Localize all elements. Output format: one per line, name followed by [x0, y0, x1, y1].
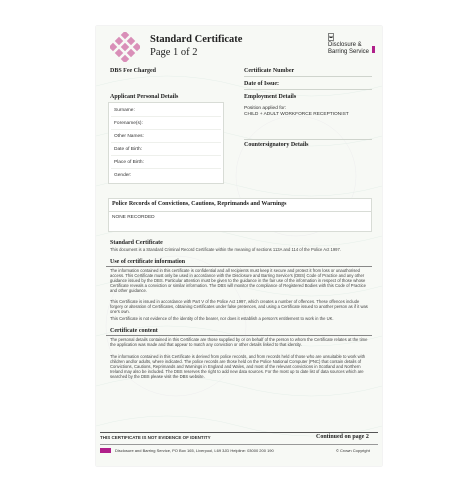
- security-pattern-background: [96, 26, 382, 466]
- use-heading: Use of certificate information: [110, 259, 186, 265]
- field-gender: Gender:: [114, 173, 132, 178]
- footer-copyright: © Crown Copyright: [336, 448, 370, 453]
- police-records-heading: Police Records of Convictions, Cautions, Reprimands and Warnings: [112, 201, 287, 207]
- field-date-of-birth: Date of Birth:: [114, 147, 142, 152]
- crown-icon: [328, 33, 334, 41]
- use-paragraph-2: This Certificate is issued in accordance with Part V of the Police Act 1997, which creates a number of offences. These offences include forgery or alteration of Certificates, obtaining Certificates under false pretences, and using a Certificate issued to another person as if it was one's own.: [110, 299, 368, 315]
- certificate-title: Standard Certificate: [150, 34, 243, 45]
- police-records-value: NONE RECORDED: [112, 215, 155, 220]
- date-of-issue-label: Date of Issue:: [244, 81, 279, 87]
- applicant-heading: Applicant Personal Details: [110, 94, 179, 100]
- use-paragraph-1: The information contained in this certificate is confidential and all recipients must keep it secure and protect it from loss or unauthorised access. This Certificate must only be used in accordance with the Disclosure and Barring Service's (DBS) Code of Practice and any other guidance issued by the DBS. Particular attention must be given to the guidance in the fair use of the information in respect of those whose Certificate reveals a conviction or similar information. The DBS will monitor the compliance of Registered Bodies with this Code of Practice and other guidance.: [110, 268, 366, 294]
- applicant-details-box: [108, 102, 224, 184]
- countersignatory-heading: Countersignatory Details: [244, 142, 309, 148]
- content-heading: Certificate content: [110, 328, 158, 334]
- standard-certificate-heading: Standard Certificate: [110, 240, 163, 246]
- issuer-name: Disclosure & Barring Service: [328, 42, 370, 55]
- page-indicator: Page 1 of 2: [150, 47, 198, 58]
- fee-label: DBS Fee Charged: [110, 68, 156, 74]
- field-place-of-birth: Place of Birth:: [114, 160, 144, 165]
- content-paragraph-2: The information contained in this Certificate is derived from police records, and from records held of those who are unsuitable to work with children and/or adults, where indicated. The police records are those held on the Police National Computer (PNC) that contain details of Convictions, Cautions, Reprimands and Warnings in England and Wales, and most of the relevant convictions in Scotland and Northern Ireland may also be included. The DBS reserves the right to add new data sources. For the most up to date list of data sources which are searched by the DBS please visit the DBS website.: [110, 354, 366, 380]
- field-other-names: Other Names:: [114, 134, 144, 139]
- security-diamond-logo-icon: [110, 32, 140, 62]
- position-label: Position applied for:: [244, 106, 287, 111]
- certificate-page: [96, 26, 382, 466]
- not-evidence-notice: THIS CERTIFICATE IS NOT EVIDENCE OF IDENTITY: [100, 435, 211, 440]
- dbs-footer-logo-icon: [100, 448, 111, 453]
- certificate-number-label: Certificate Number: [244, 68, 295, 74]
- field-forenames: Forename(s):: [114, 121, 143, 126]
- footer-address: Disclosure and Barring Service, PO Box 165, Liverpool, L69 3JD Helpline: 03000 200 190: [115, 448, 274, 453]
- use-paragraph-3: This Certificate is not evidence of the identity of the bearer, nor does it establish a person's entitlement to work in the UK.: [110, 316, 334, 321]
- continued-notice: Continued on page 2: [316, 434, 369, 440]
- employment-heading: Employment Details: [244, 94, 297, 100]
- field-surname: Surname:: [114, 108, 135, 113]
- standard-certificate-text: This document is a Standard Criminal Record Certificate within the meaning of sections 113A and 114 of the Police Act 1997.: [110, 247, 341, 252]
- content-paragraph-1: The personal details contained in this Certificate are those supplied by or on behalf of the person to whom the Certificate relates at the time the application was made and that appear to match any conviction or other details linked to that identity.: [110, 337, 368, 348]
- position-value: CHILD + ADULT WORKFORCE RECEPTIONIST: [244, 112, 349, 117]
